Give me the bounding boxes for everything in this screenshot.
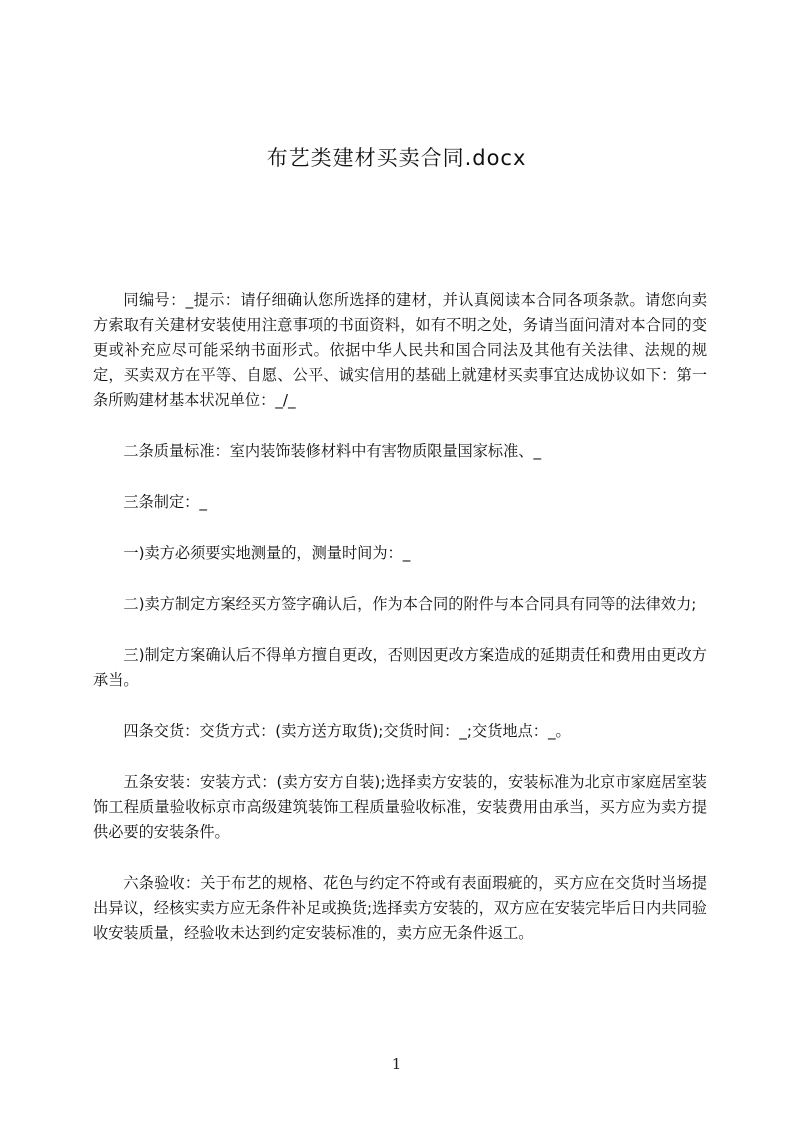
paragraph-preamble: 同编号：_提示：请仔细确认您所选择的建材，并认真阅读本合同各项条款。请您向卖方索取有关建材安装使用注意事项的书面资料，如有不明之处，务请当面问清对本合同的变更或补充应尽可能采纳书面形式。依据中华人民共和国合同法及其他有关法律、法规的规定，买卖双方在平等、自愿、公平、诚实信用的基础上就建材买卖事宜达成协议如下：第一条所购建材基本状况单位：_/_	[93, 291, 707, 409]
paragraph-installation: 五条安装：安装方式：(卖方安方自装);选择卖方安装的，安装标准为北京市家庭居室装饰工程质量验收标京市高级建筑装饰工程质量验收标准，安装费用由承当，买方应为卖方提供必要的安装条件。	[93, 773, 707, 841]
page-number: 1	[391, 1055, 402, 1073]
paragraph-design-item-2: 二)卖方制定方案经买方签字确认后，作为本合同的附件与本合同具有同等的法律效力;	[123, 595, 697, 613]
document-body	[93, 288, 707, 972]
paragraph-design: 三条制定：_	[123, 493, 207, 511]
paragraph-acceptance: 六条验收：关于布艺的规格、花色与约定不符或有表面瑕疵的，买方应在交货时当场提出异议，经核实卖方应无条件补足或换货;选择卖方安装的，双方应在安装完毕后日内共同验收安装质量，经验收未达到约定安装标准的，卖方应无条件返工。	[93, 874, 707, 942]
paragraph-quality-standard: 二条质量标准：室内装饰装修材料中有害物质限量国家标准、_	[123, 442, 542, 460]
paragraph-design-item-3: 三)制定方案确认后不得单方擅自更改，否则因更改方案造成的延期责任和费用由更改方承当。	[93, 646, 707, 689]
paragraph-design-item-1: 一)卖方必须要实地测量的，测量时间为：_	[123, 544, 411, 562]
paragraph-delivery: 四条交货：交货方式：(卖方送方取货);交货时间：_;交货地点：_。	[123, 722, 571, 740]
document-title: 布艺类建材买卖合同.docx	[266, 146, 527, 170]
